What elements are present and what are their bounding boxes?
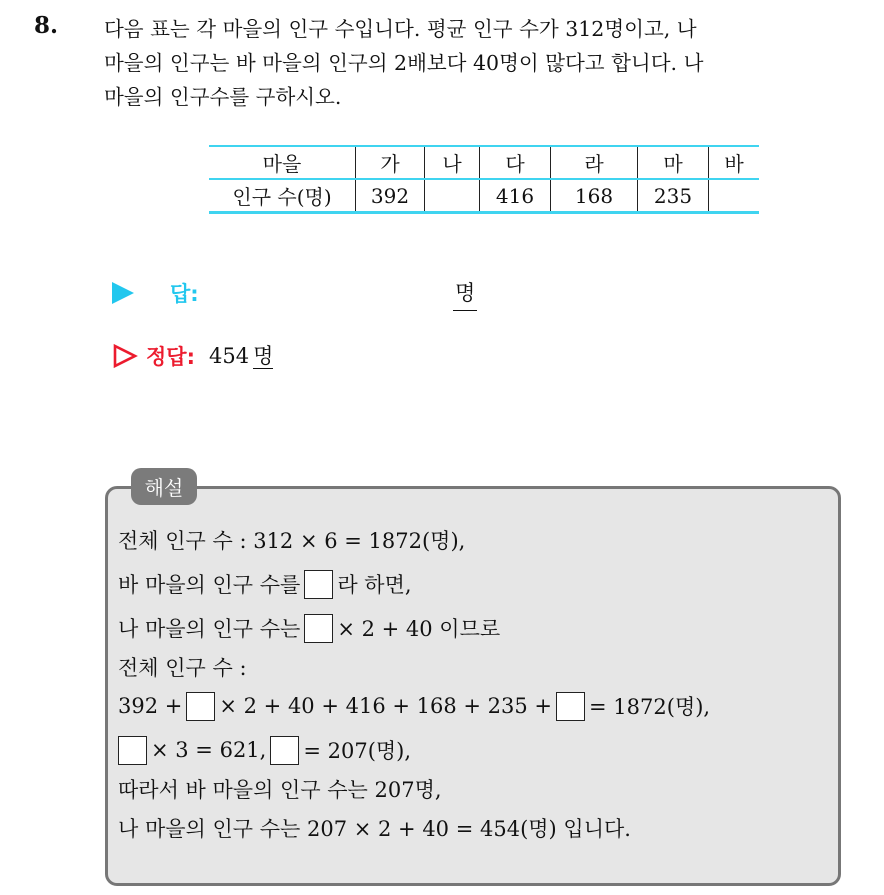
- question-text: [104, 12, 864, 114]
- village-cell-ra: 라: [551, 146, 638, 179]
- play-triangle-icon: [112, 282, 134, 304]
- village-cell-ma: 마: [638, 146, 709, 179]
- row-label-cell: 인구 수(명): [209, 179, 356, 213]
- question-line-3: 마을의 인구수를 구하시오.: [104, 85, 342, 109]
- population-cell-da: 416: [480, 179, 551, 213]
- unknown-box: [304, 570, 333, 599]
- explanation-line-3: [118, 606, 834, 650]
- unknown-box: [118, 736, 147, 765]
- population-cell-na: [425, 179, 480, 213]
- population-table: [209, 145, 759, 214]
- unknown-box: [304, 614, 333, 643]
- table-header-row: [209, 146, 759, 179]
- equation-part-c: = 1872(명),: [589, 695, 711, 719]
- village-cell-na: 나: [425, 146, 480, 179]
- population-cell-ra: 168: [551, 179, 638, 213]
- ba-result-text: 따라서 바 마을의 인구 수는 207명,: [118, 778, 442, 802]
- answer-row: [112, 276, 476, 310]
- unknown-box: [556, 692, 585, 721]
- correct-label: 정답:: [146, 345, 195, 369]
- ba-population-suffix: 라 하면,: [337, 573, 412, 597]
- na-population-text: 나 마을의 인구 수는: [118, 617, 301, 641]
- answer-blank[interactable]: [453, 276, 477, 311]
- village-cell-da: 다: [480, 146, 551, 179]
- ba-population-text: 바 마을의 인구 수를: [118, 573, 301, 597]
- solve-part-a: × 3 = 621,: [151, 738, 267, 762]
- answer-unit: 명: [455, 281, 476, 305]
- unknown-box: [270, 736, 299, 765]
- village-cell-ga: 가: [356, 146, 425, 179]
- explanation-line-2: [118, 562, 834, 606]
- header-label-cell: 마을: [209, 146, 356, 179]
- unknown-box: [186, 692, 215, 721]
- total-label-text: 전체 인구 수 :: [118, 656, 247, 680]
- explanation-line-1: [118, 518, 834, 562]
- question-number: 8.: [34, 12, 59, 39]
- question-line-1: 다음 표는 각 마을의 인구 수입니다. 평균 인구 수가 312명이고, 나: [104, 17, 697, 41]
- explanation-line-8: [118, 806, 834, 850]
- explanation-line-7: [118, 772, 834, 806]
- correct-answer-row: [112, 338, 273, 374]
- explanation-tag: 해설: [131, 468, 197, 505]
- question-line-2: 마을의 인구는 바 마을의 인구의 2배보다 40명이 많다고 합니다. 나: [104, 51, 704, 75]
- total-population-text: 전체 인구 수 : 312 × 6 = 1872(명),: [118, 529, 466, 553]
- village-cell-ba: 바: [709, 146, 760, 179]
- solve-part-b: = 207(명),: [303, 739, 412, 763]
- explanation-body: [118, 518, 834, 850]
- population-cell-ga: 392: [356, 179, 425, 213]
- na-population-suffix: × 2 + 40 이므로: [337, 617, 501, 641]
- answer-label: 답:: [170, 282, 199, 306]
- table-data-row: [209, 179, 759, 213]
- explanation-line-4: [118, 650, 834, 684]
- correct-unit: 명: [253, 343, 274, 368]
- outline-triangle-icon: [112, 343, 138, 369]
- population-cell-ba: [709, 179, 760, 213]
- correct-value: 454: [208, 344, 250, 368]
- explanation-line-6: [118, 728, 834, 772]
- equation-part-a: 392 +: [118, 694, 183, 718]
- population-cell-ma: 235: [638, 179, 709, 213]
- na-result-text: 나 마을의 인구 수는 207 × 2 + 40 = 454(명) 입니다.: [118, 817, 631, 841]
- explanation-line-5: [118, 684, 834, 728]
- equation-part-b: × 2 + 40 + 416 + 168 + 235 +: [219, 694, 553, 718]
